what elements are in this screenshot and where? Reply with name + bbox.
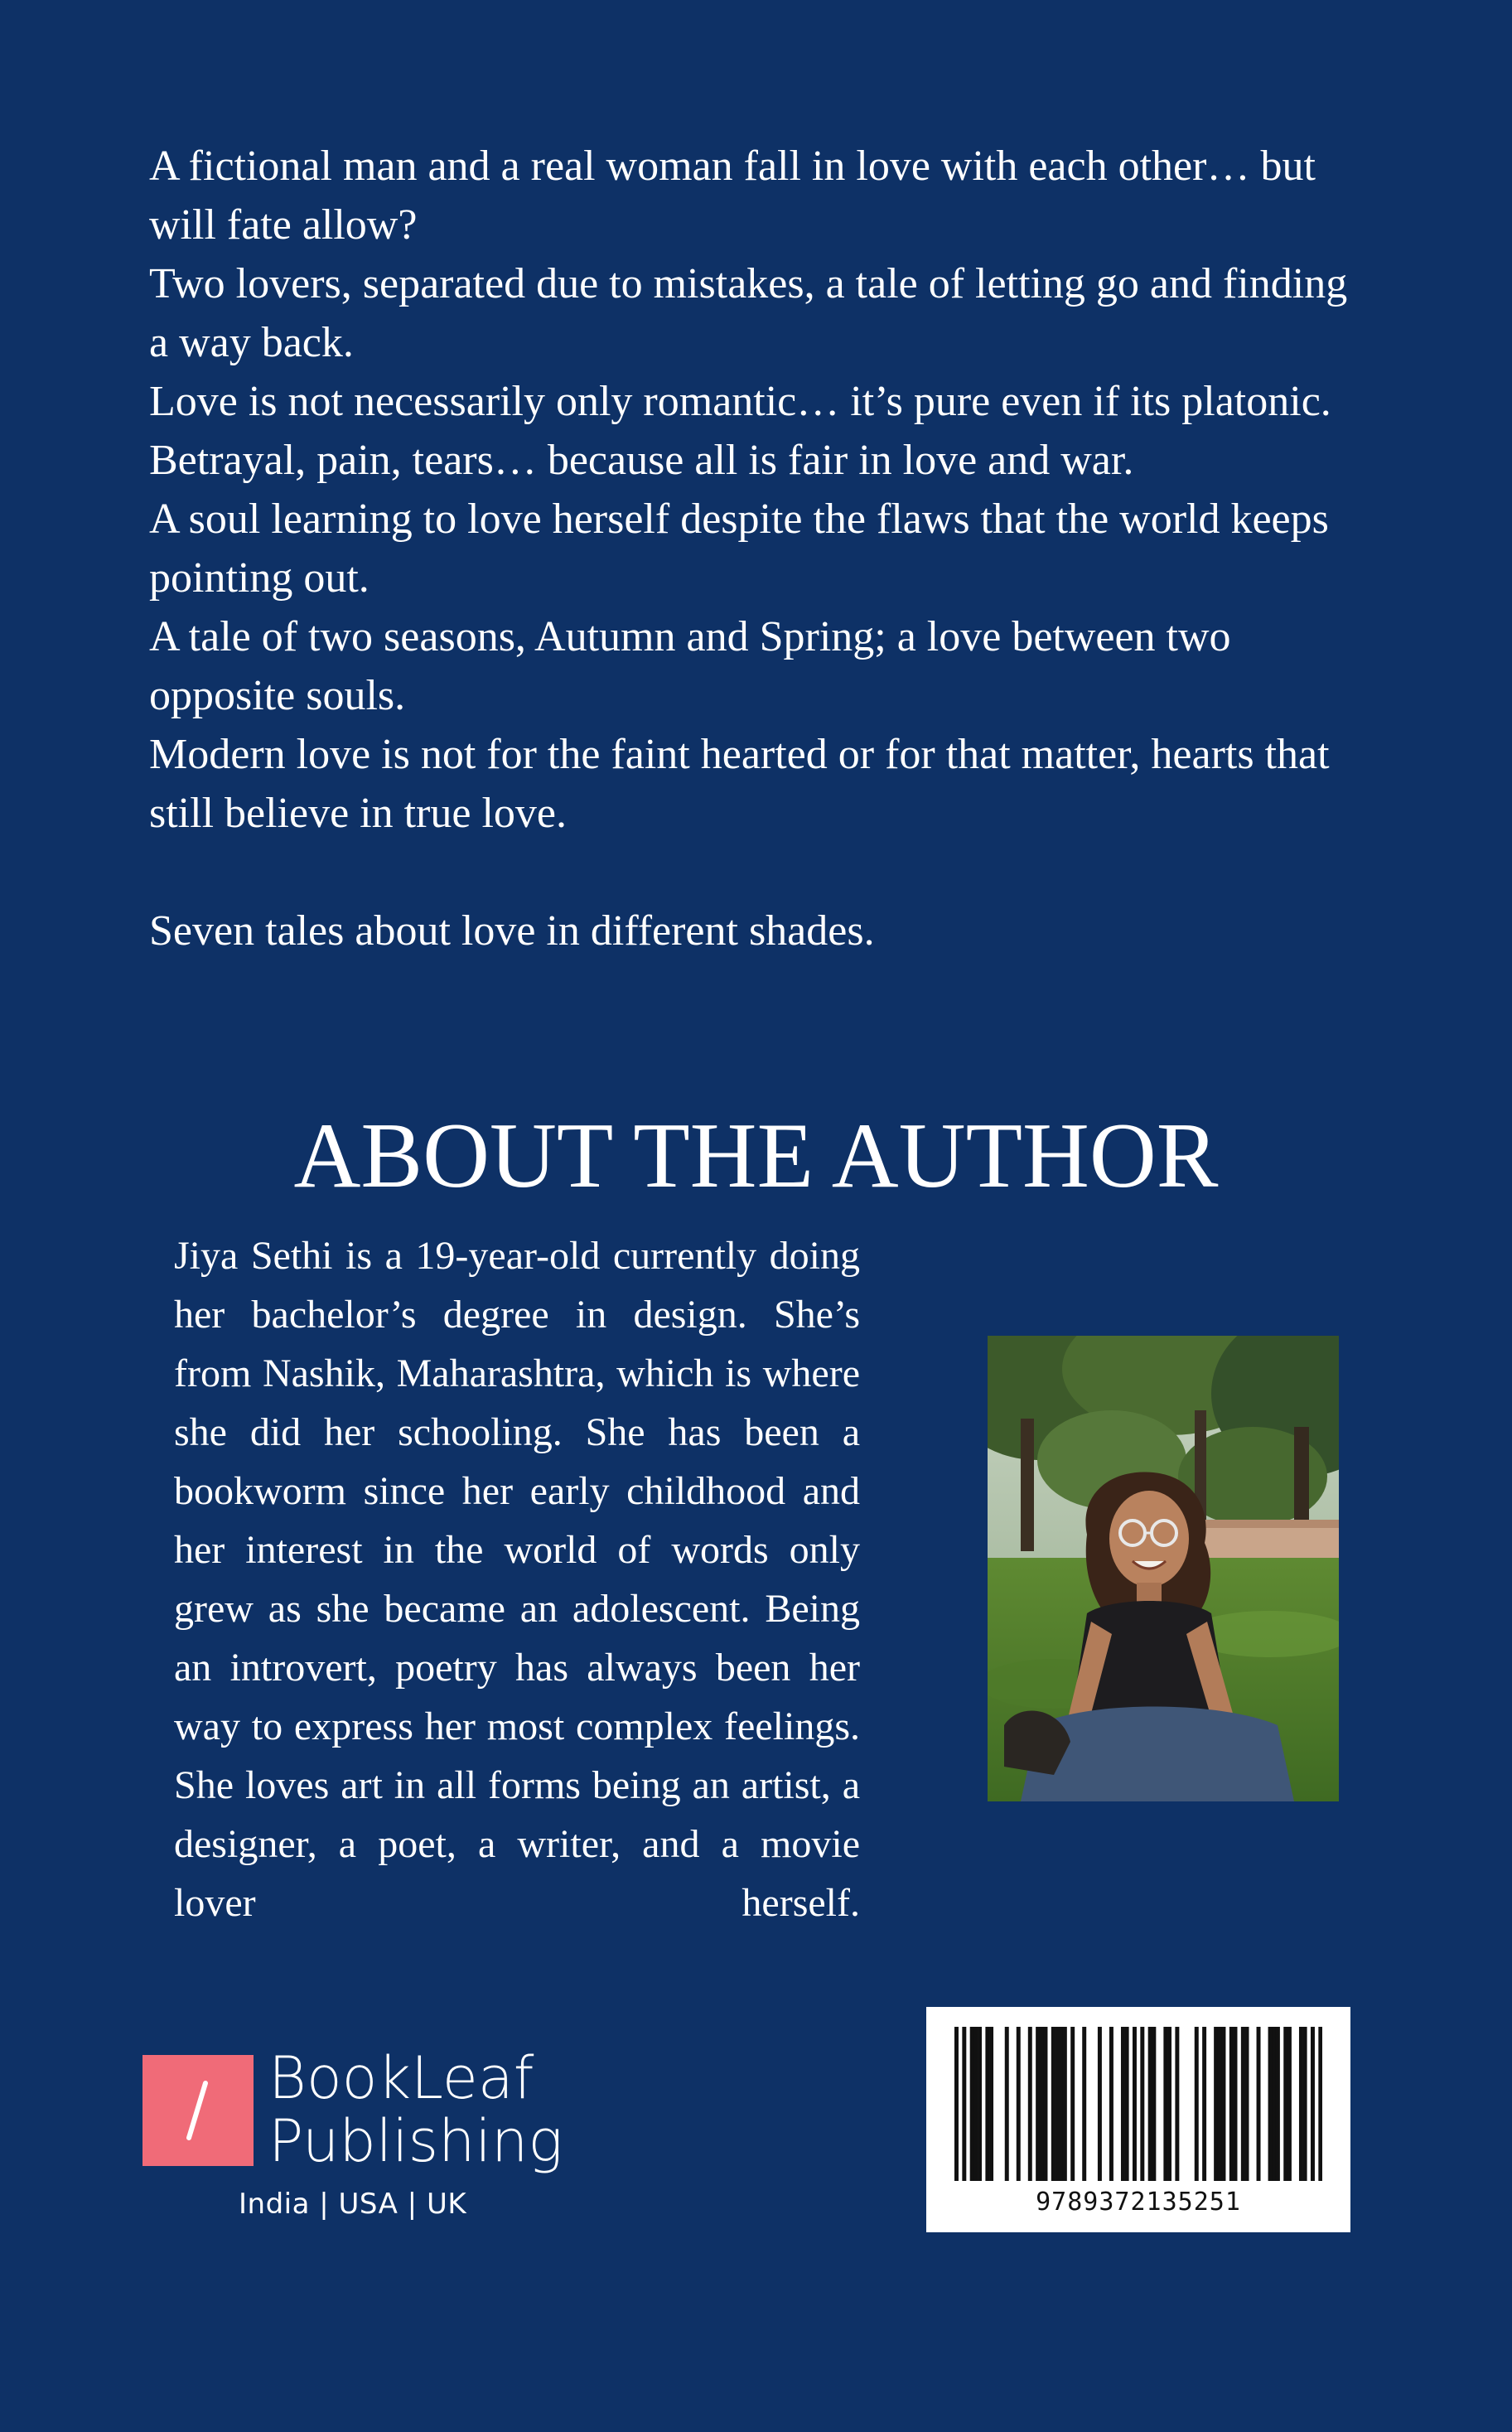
barcode-bar: [1221, 2027, 1225, 2181]
barcode-bar: [1257, 2027, 1261, 2181]
isbn-number: 9789372135251: [1036, 2188, 1241, 2217]
barcode-bar: [1318, 2027, 1322, 2181]
barcode-bar: [1218, 2027, 1222, 2181]
blurb-paragraph: A fictional man and a real woman fall in love with each other… but will fate allow?: [149, 143, 1316, 249]
barcode-bar: [1043, 2027, 1047, 2181]
barcode-bar: [1241, 2027, 1245, 2181]
barcode-bar: [978, 2027, 982, 2181]
barcode-bar: [1202, 2027, 1206, 2181]
barcode-bar: [989, 2027, 993, 2181]
barcode-bar: [954, 2027, 959, 2181]
blurb-paragraph: A soul learning to love herself despite the flaws that the world keeps pointing out.: [149, 496, 1329, 602]
barcode-bar: [970, 2027, 974, 2181]
barcode-bar: [1148, 2027, 1152, 2181]
barcode-bar: [1098, 2027, 1102, 2181]
barcode-bar: [1133, 2027, 1137, 2181]
barcode-bar: [1063, 2027, 1067, 2181]
barcode-bar: [985, 2027, 989, 2181]
barcode-bar: [1163, 2027, 1167, 2181]
publisher-name-line1: BookLeaf: [268, 2044, 534, 2112]
publisher-regions: India | USA | UK: [239, 2188, 467, 2221]
barcode-bar: [1121, 2027, 1125, 2181]
barcode-bar: [1167, 2027, 1171, 2181]
barcode-bar: [1152, 2027, 1156, 2181]
barcode-bar: [1017, 2027, 1021, 2181]
barcode-bar: [1195, 2027, 1199, 2181]
barcode-bar: [1051, 2027, 1056, 2181]
barcode-bar: [1272, 2027, 1276, 2181]
barcode-bar: [1175, 2027, 1179, 2181]
barcode-bar: [1125, 2027, 1129, 2181]
blurb-paragraph: Two lovers, separated due to mistakes, a tale of letting go and finding a way back.: [149, 260, 1348, 366]
author-bio: Jiya Sethi is a 19-year-old currently doing her bachelor’s degree in design. She’s from Nashik, Maharashtra, which is where she did her schooling. She has been a bookworm since her early childhood and her interest in the world of words only grew as she became an adolescent. Being an introvert, poetry has always been her way to express her most complex feelings. She loves art in all forms being an artist, a designer, a poet, a writer, and a movie lover herself.: [174, 1234, 860, 1925]
barcode-bar: [1311, 2027, 1315, 2181]
barcode-bar: [1214, 2027, 1218, 2181]
barcode-bar: [1245, 2027, 1249, 2181]
publisher-name-line2: Publishing: [268, 2107, 563, 2175]
barcode-bar: [1268, 2027, 1273, 2181]
barcode-bar: [1234, 2027, 1238, 2181]
barcode-bar: [962, 2027, 966, 2181]
barcode-bar: [1005, 2027, 1009, 2181]
barcode-bar: [1059, 2027, 1063, 2181]
bookleaf-logo-icon: [143, 2055, 254, 2166]
barcode-bar: [1109, 2027, 1113, 2181]
barcode-bar: [1056, 2027, 1060, 2181]
blurb-tagline: Seven tales about love in different shades.: [149, 907, 875, 955]
barcode-bar: [1283, 2027, 1287, 2181]
barcode-bar: [1082, 2027, 1086, 2181]
isbn-barcode: [926, 2007, 1350, 2232]
blurb-paragraph: Love is not necessarily only romantic… it’s pure even if its platonic.: [149, 378, 1331, 425]
barcode-bar: [1070, 2027, 1075, 2181]
barcode-bar: [1303, 2027, 1307, 2181]
author-photo: [988, 1336, 1339, 1801]
barcode-bar: [973, 2027, 978, 2181]
publisher-name: [268, 2044, 563, 2175]
back-cover-blurb: [149, 137, 1375, 960]
barcode-bar: [1276, 2027, 1280, 2181]
blurb-paragraph: Modern love is not for the faint hearted or for that matter, hearts that still believe in true love.: [149, 731, 1330, 837]
barcode-bar: [1287, 2027, 1292, 2181]
about-author-heading: ABOUT THE AUTHOR: [293, 1105, 1219, 1207]
blurb-paragraph: Betrayal, pain, tears… because all is fair in love and war.: [149, 437, 1134, 484]
barcode-bar: [1036, 2027, 1040, 2181]
barcode-bar: [1040, 2027, 1044, 2181]
barcode-bar: [1229, 2027, 1234, 2181]
blurb-paragraph: A tale of two seasons, Autumn and Spring; a love between two opposite souls.: [149, 613, 1231, 719]
barcode-bar: [1140, 2027, 1144, 2181]
barcode-bars-icon: [954, 2027, 1322, 2181]
barcode-bar: [1299, 2027, 1303, 2181]
barcode-bar: [1028, 2027, 1032, 2181]
